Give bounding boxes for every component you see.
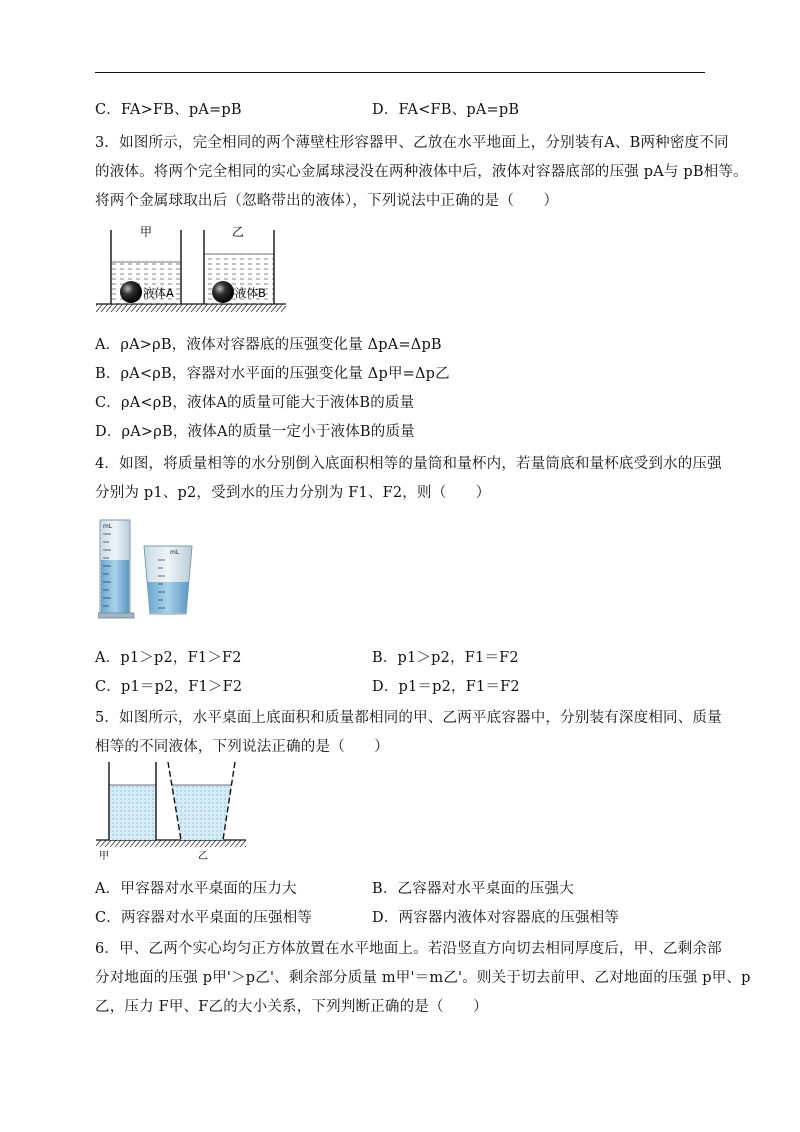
q2-option-d: D．FA<FB、pA=pB bbox=[372, 102, 520, 118]
q4-stem-line-1: 4．如图，将质量相等的水分别倒入底面积相等的量筒和量杯内，若量筒底和量杯底受到水的压强 bbox=[95, 456, 722, 472]
q4-figure bbox=[98, 516, 198, 620]
q3-option-c: C．ρA<ρB，液体A的质量可能大于液体B的质量 bbox=[95, 395, 415, 411]
q5-option-b: B．乙容器对水平桌面的压强大 bbox=[372, 881, 574, 897]
cylinder-unit: mL bbox=[103, 523, 113, 530]
q5-option-c: C．两容器对水平桌面的压强相等 bbox=[95, 910, 313, 926]
q3-figure bbox=[96, 222, 286, 314]
q5-option-d: D．两容器内液体对容器底的压强相等 bbox=[372, 910, 620, 926]
q3-fig-label-right: 乙 bbox=[232, 225, 245, 239]
metal-ball-right bbox=[212, 281, 234, 303]
q5-stem-line-1: 5．如图所示，水平桌面上底面积和质量都相同的甲、乙两平底容器中，分别装有深度相同、质量 bbox=[95, 710, 722, 726]
q3-option-d: D．ρA>ρB，液体A的质量一定小于液体B的质量 bbox=[95, 424, 415, 440]
metal-ball-left bbox=[120, 281, 142, 303]
q4-option-c: C．p1＝p2，F1＞F2 bbox=[95, 679, 243, 695]
header-rule bbox=[95, 72, 705, 73]
q3-option-a: A．ρA>ρB，液体对容器底的压强变化量 ΔpA=ΔpB bbox=[95, 337, 442, 353]
q3-stem-line-2: 的液体。将两个完全相同的实心金属球浸没在两种液体中后，液体对容器底部的压强 pA与 pB相等。 bbox=[95, 164, 748, 180]
q5-fig-label-left: 甲 bbox=[99, 851, 109, 862]
q6-stem-line-2: 分对地面的压强 p甲'＞p乙'、剩余部分质量 m甲'＝m乙'。则关于切去前甲、乙对地面的压强 p甲、p bbox=[95, 970, 751, 986]
measuring-cylinder bbox=[98, 520, 134, 618]
q5-fig-label-right: 乙 bbox=[198, 851, 208, 862]
q6-stem-line-1: 6．甲、乙两个实心均匀正方体放置在水平地面上。若沿竖直方向切去相同厚度后，甲、乙剩余部 bbox=[95, 941, 722, 957]
q4-option-d: D．p1＝p2，F1＝F2 bbox=[372, 679, 520, 695]
q5-option-a: A．甲容器对水平桌面的压力大 bbox=[95, 881, 297, 897]
q5-figure bbox=[96, 762, 246, 862]
q3-fig-liquid-left: 液体A bbox=[143, 286, 174, 300]
cup-unit: mL bbox=[170, 549, 180, 556]
q3-fig-label-left: 甲 bbox=[140, 225, 153, 239]
q3-stem-line-1: 3．如图所示，完全相同的两个薄壁柱形容器甲、乙放在水平地面上，分别装有A、B两种密度不同 bbox=[95, 135, 729, 151]
measuring-cup bbox=[144, 546, 192, 614]
q6-stem-line-3: 乙，压力 F甲、F乙的大小关系，下列判断正确的是（ ） bbox=[95, 999, 488, 1015]
q3-stem-line-3: 将两个金属球取出后（忽略带出的液体），下列说法中正确的是（ ） bbox=[95, 193, 559, 209]
q5-stem-line-2: 相等的不同液体，下列说法正确的是（ ） bbox=[95, 739, 389, 755]
q4-option-b: B．p1＞p2，F1＝F2 bbox=[372, 650, 519, 666]
q4-option-a: A．p1＞p2，F1＞F2 bbox=[95, 650, 242, 666]
q3-fig-liquid-right: 液体B bbox=[235, 286, 266, 300]
q2-option-c: C．FA>FB、pA=pB bbox=[95, 102, 242, 118]
q3-option-b: B．ρA<ρB，容器对水平面的压强变化量 Δp甲=Δp乙 bbox=[95, 366, 450, 382]
q4-stem-line-2: 分别为 p1、p2，受到水的压力分别为 F1、F2，则（ ） bbox=[95, 485, 491, 501]
